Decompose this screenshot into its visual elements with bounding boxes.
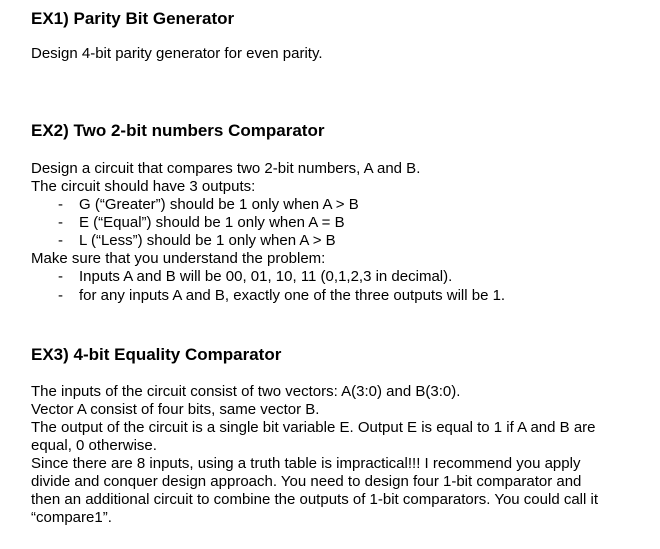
ex2-understand-line: Make sure that you understand the problem:	[31, 250, 326, 267]
ex3-line: “compare1”.	[31, 509, 112, 526]
dash-bullet: -	[58, 232, 63, 249]
ex2-output-text: L (“Less”) should be 1 only when A > B	[79, 232, 336, 249]
ex3-line: Since there are 8 inputs, using a truth table is impractical!!! I recommend you apply	[31, 455, 581, 472]
ex3-line: The output of the circuit is a single bit variable E. Output E is equal to 1 if A and B are	[31, 419, 596, 436]
ex2-intro-line: The circuit should have 3 outputs:	[31, 178, 256, 195]
dash-bullet: -	[58, 287, 63, 304]
ex2-note-text: for any inputs A and B, exactly one of the three outputs will be 1.	[79, 287, 506, 304]
ex1-body: Design 4-bit parity generator for even parity.	[31, 45, 323, 62]
dash-bullet: -	[58, 268, 63, 285]
ex3-line: divide and conquer design approach. You need to design four 1-bit comparator and	[31, 473, 582, 490]
dash-bullet: -	[58, 214, 63, 231]
ex3-line: equal, 0 otherwise.	[31, 437, 157, 454]
ex2-output-text: E (“Equal”) should be 1 only when A = B	[79, 214, 345, 231]
ex2-intro-line: Design a circuit that compares two 2-bit numbers, A and B.	[31, 160, 421, 177]
dash-bullet: -	[58, 196, 63, 213]
ex1-heading: EX1) Parity Bit Generator	[31, 9, 235, 28]
ex2-output-text: G (“Greater”) should be 1 only when A > B	[79, 196, 359, 213]
ex3-line: The inputs of the circuit consist of two vectors: A(3:0) and B(3:0).	[31, 383, 461, 400]
ex3-line: Vector A consist of four bits, same vector B.	[31, 401, 320, 418]
ex3-line: then an additional circuit to combine the outputs of 1-bit comparators. You could call it	[31, 491, 599, 508]
ex2-heading: EX2) Two 2-bit numbers Comparator	[31, 121, 325, 140]
ex2-note-text: Inputs A and B will be 00, 01, 10, 11 (0,1,2,3 in decimal).	[79, 268, 453, 285]
ex3-heading: EX3) 4-bit Equality Comparator	[31, 345, 282, 364]
